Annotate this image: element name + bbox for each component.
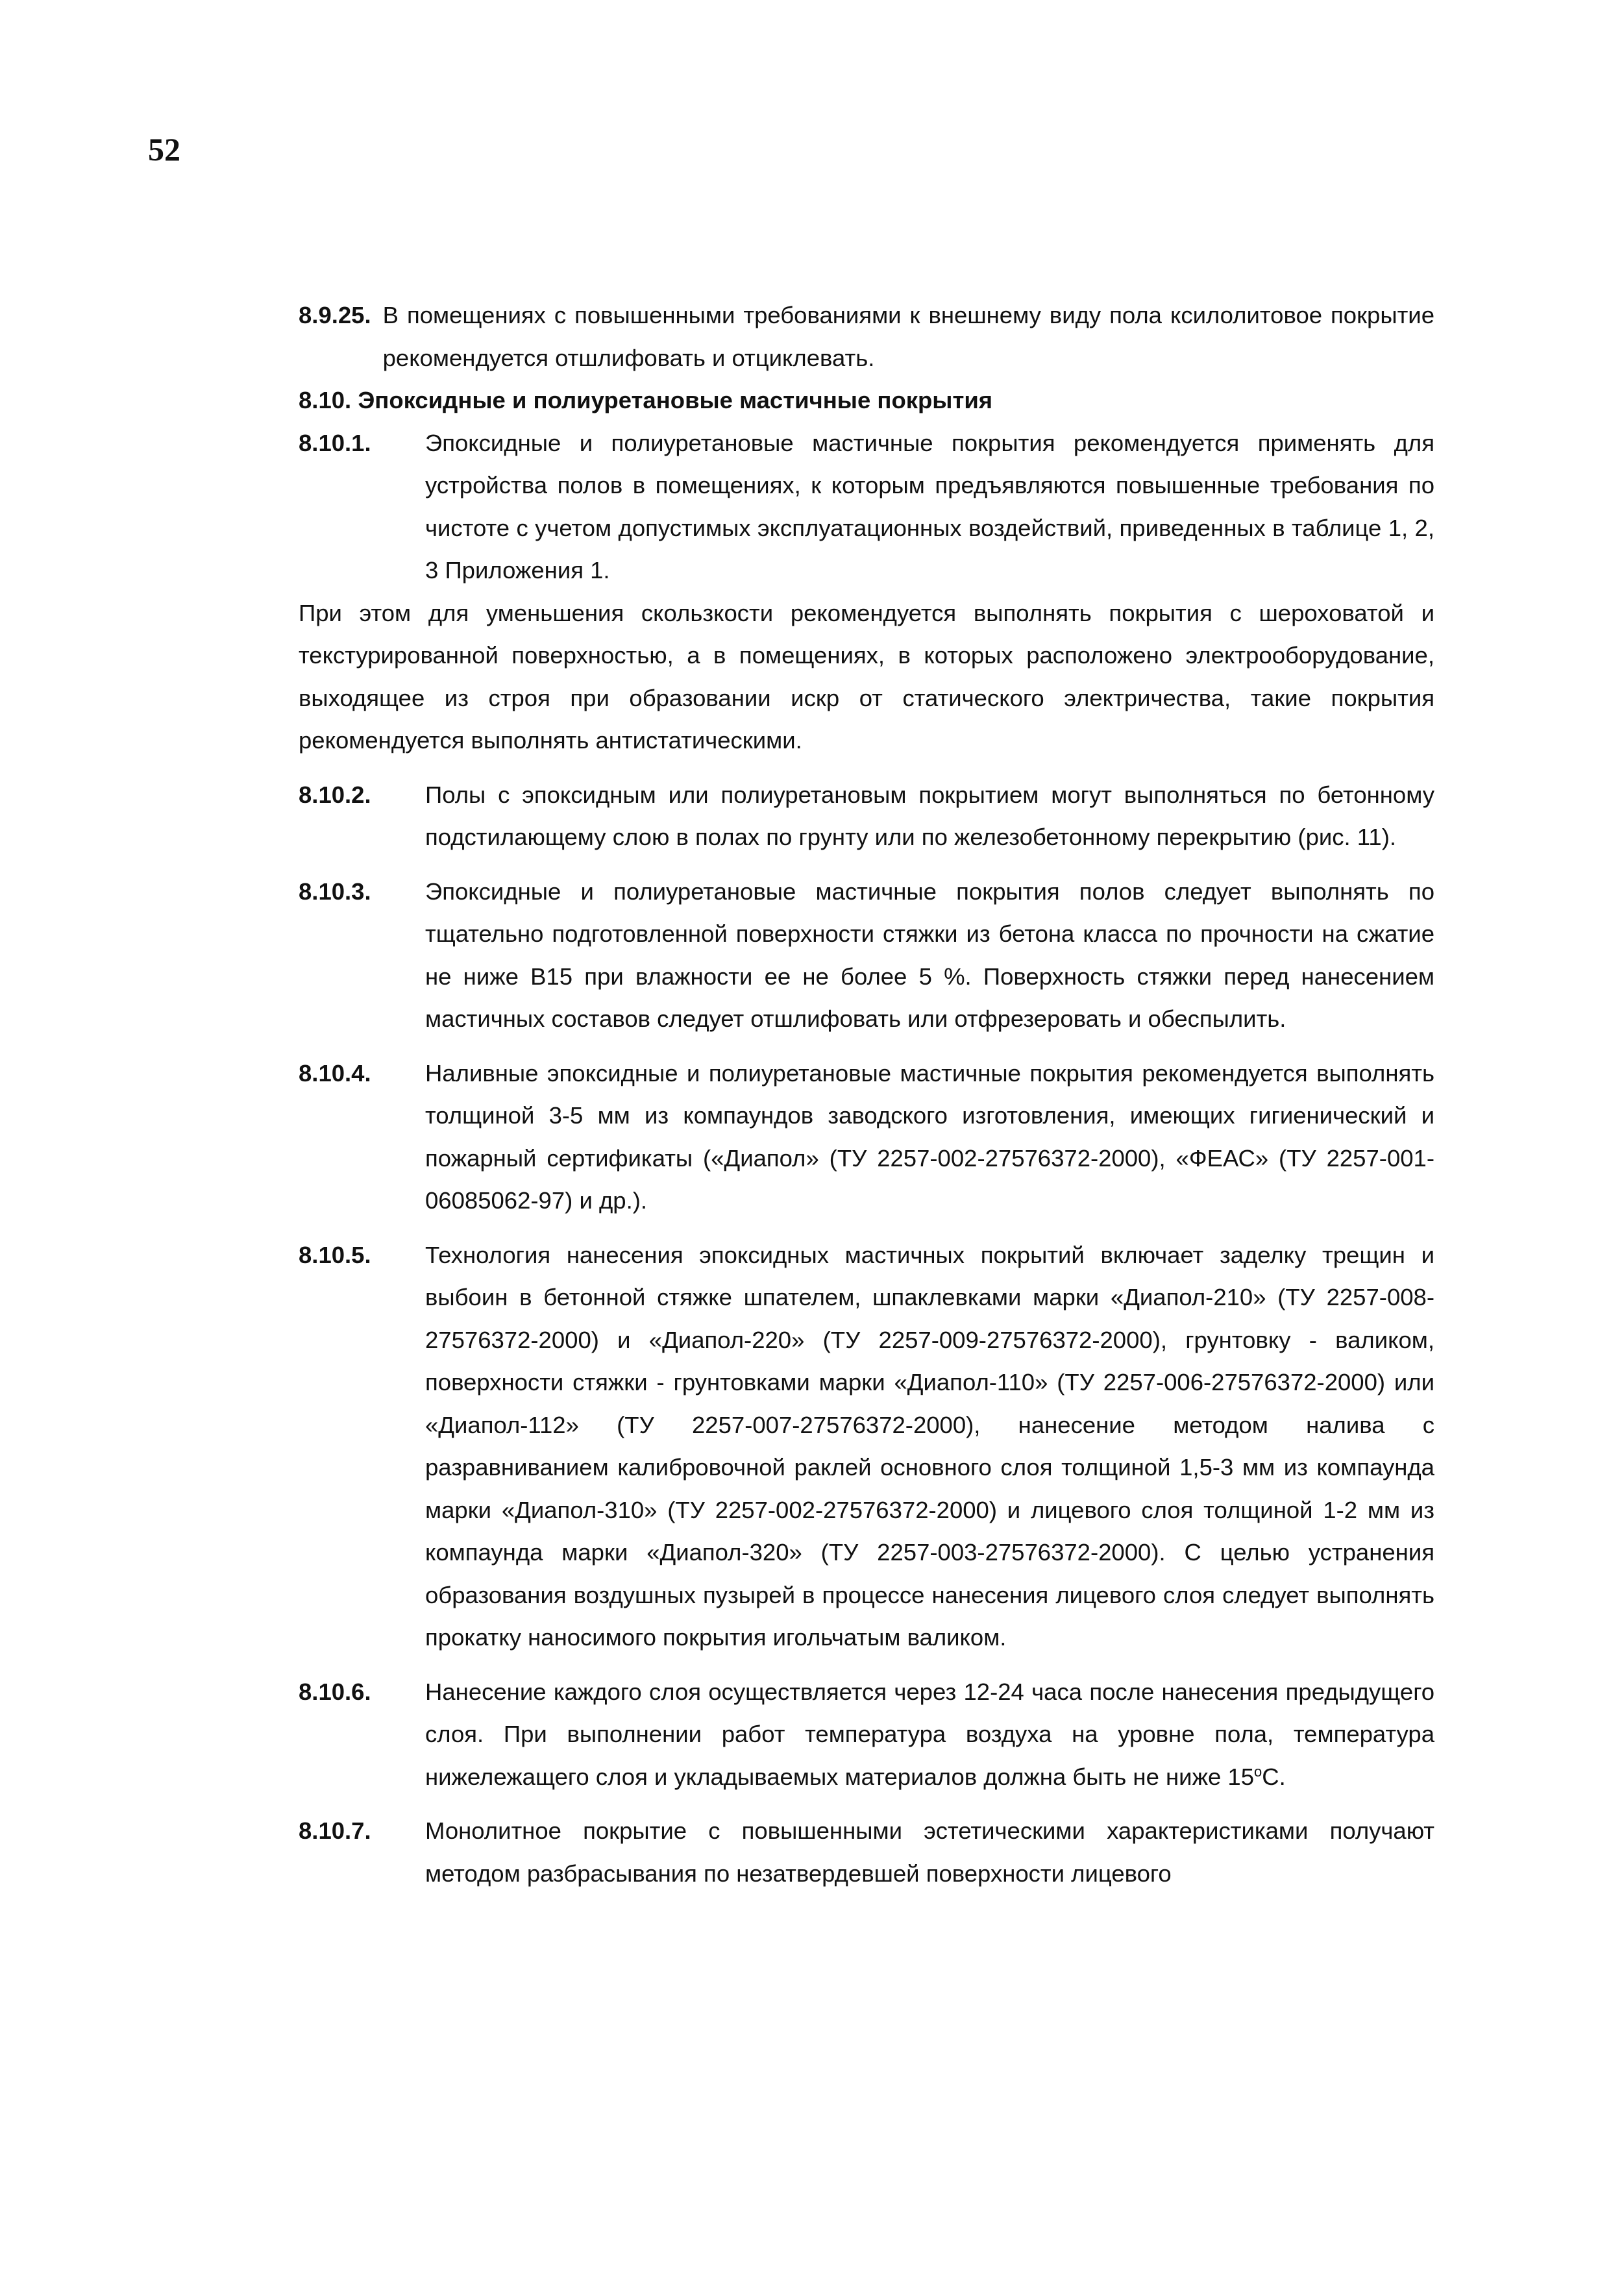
page-content	[299, 294, 1434, 1895]
clause-8-10-3	[299, 870, 1434, 1040]
clause-text: Эпоксидные и полиуретановые мастичные покрытия полов следует выполнять по тщательно подготовленной поверхности стяжки из бетона класса по прочности на сжатие не ниже В15 при влажности ее не более 5 %. Поверхность стяжки перед нанесением мастичных составов следует отшлифовать или отфрезеровать и обеспылить.	[425, 878, 1434, 1032]
degree-sign: o	[1254, 1763, 1262, 1780]
clause-8-10-6	[299, 1671, 1434, 1799]
clause-text: В помещениях с повышенными требованиями к внешнему виду пола ксилолитовое покрытие рекомендуется отшлифовать и отциклевать.	[382, 302, 1434, 371]
clause-number: 8.10.3.	[299, 878, 371, 905]
section-title: 8.10. Эпоксидные и полиуретановые мастичные покрытия	[299, 387, 993, 413]
clause-text	[425, 1671, 1434, 1799]
clause-8-10-4	[299, 1052, 1434, 1222]
clause-text: Наливные эпоксидные и полиуретановые мастичные покрытия рекомендуется выполнять толщиной 3-5 мм из компаундов заводского изготовления, имеющих гигиенический и пожарный сертификаты («Диапол» (ТУ 2257-002-27576372-2000), «ФЕАС» (ТУ 2257-001-06085062-97) и др.).	[425, 1059, 1434, 1214]
clause-8-10-7	[299, 1810, 1434, 1895]
clause-number: 8.10.5.	[299, 1241, 371, 1268]
clause-text: Эпоксидные и полиуретановые мастичные покрытия рекомендуется применять для устройства полов в помещениях, к которым предъявляются повышенные требования по чистоте с учетом допустимых эксплуатационных воздействий, приведенных в таблице 1, 2, 3 Приложения 1.	[425, 429, 1434, 584]
clause-number: 8.10.6.	[299, 1678, 371, 1705]
clause-8-10-1	[299, 422, 1434, 592]
clause-text: Полы с эпоксидным или полиуретановым покрытием могут выполняться по бетонному подстилающему слою в полах по грунту или по железобетонному перекрытию (рис. 11).	[425, 781, 1434, 850]
clause-text-main: Нанесение каждого слоя осуществляется через 12-24 часа после нанесения предыдущего слоя. При выполнении работ температура воздуха на уровне пола, температура нижележащего слоя и укладываемых материалов должна быть не ниже 15	[425, 1678, 1434, 1790]
clause-number: 8.10.4.	[299, 1059, 371, 1087]
clause-number: 8.10.2.	[299, 781, 371, 808]
clause-8-10-5	[299, 1234, 1434, 1659]
clause-number: 8.9.25.	[299, 302, 371, 328]
clause-number: 8.10.1.	[299, 429, 371, 456]
temperature-unit: С.	[1262, 1763, 1286, 1790]
paragraph-8-9-25	[299, 294, 1434, 379]
clause-8-10-2	[299, 774, 1434, 859]
clause-text: Технология нанесения эпоксидных мастичных покрытий включает заделку трещин и выбоин в бетонной стяжке шпателем, шпаклевками марки «Диапол-210» (ТУ 2257-008-27576372-2000) и «Диапол-220» (ТУ 2257-009-27576372-2000), грунтовку - валиком, поверхности стяжки - грунтовками марки «Диапол-110» (ТУ 2257-006-27576372-2000) или «Диапол-112» (ТУ 2257-007-27576372-2000), нанесение методом налива с разравниванием калибровочной раклей основного слоя толщиной 1,5-3 мм из компаунда марки «Диапол-310» (ТУ 2257-002-27576372-2000) и лицевого слоя толщиной 1-2 мм из компаунда марки «Диапол-320» (ТУ 2257-003-27576372-2000). С целью устранения образования воздушных пузырей в процессе нанесения лицевого слоя следует выполнять прокатку наносимого покрытия игольчатым валиком.	[425, 1241, 1434, 1651]
clause-8-10-1-continuation: При этом для уменьшения скользкости рекомендуется выполнять покрытия с шероховатой и текстурированной поверхностью, а в помещениях, в которых расположено электрооборудование, выходящее из строя при образовании искр от статического электричества, такие покрытия рекомендуется выполнять антистатическими.	[299, 599, 1434, 754]
page-number: 52	[148, 131, 180, 167]
clause-number: 8.10.7.	[299, 1817, 371, 1844]
clause-text: Монолитное покрытие с повышенными эстетическими характеристиками получают методом разбрасывания по незатвердевшей поверхности лицевого	[425, 1817, 1434, 1887]
